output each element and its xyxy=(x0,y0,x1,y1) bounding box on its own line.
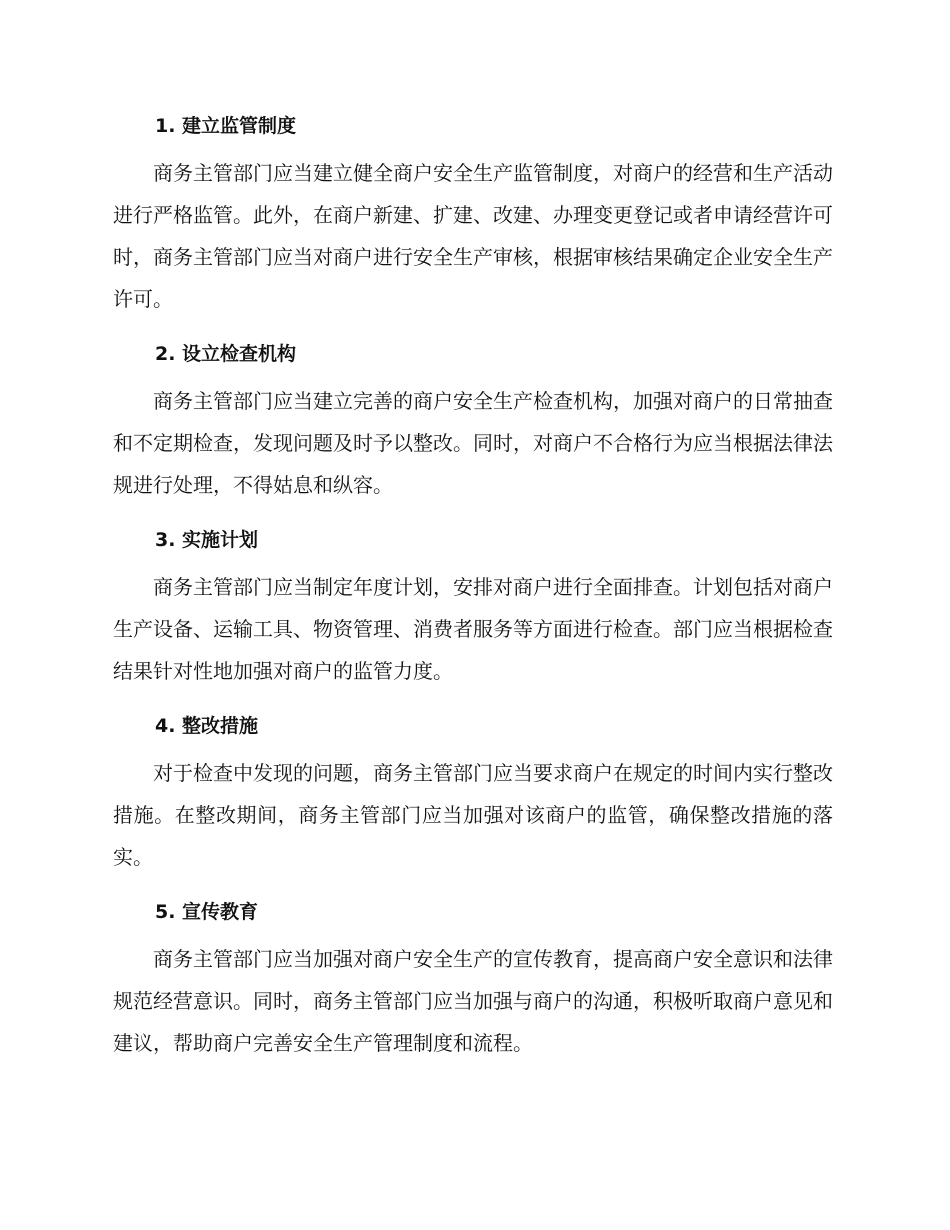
section-heading: 3. 实施计划 xyxy=(155,529,259,551)
section-supervision-system xyxy=(113,108,833,320)
section-rectification-measures xyxy=(113,708,833,878)
section-body: 商务主管部门应当建立完善的商户安全生产检查机构，加强对商户的日常抽查和不定期检查，发现问题及时予以整改。同时，对商户不合格行为应当根据法律法规进行处理，不得姑息和纵容。 xyxy=(113,389,833,497)
section-body: 商务主管部门应当加强对商户安全生产的宣传教育，提高商户安全意识和法律规范经营意识。同时，商务主管部门应当加强与商户的沟通，积极听取商户意见和建议，帮助商户完善安全生产管理制度和流程。 xyxy=(113,947,833,1055)
section-heading: 5. 宣传教育 xyxy=(155,901,259,923)
section-body: 商务主管部门应当制定年度计划，安排对商户进行全面排查。计划包括对商户生产设备、运输工具、物资管理、消费者服务等方面进行检查。部门应当根据检查结果针对性地加强对商户的监管力度。 xyxy=(113,575,833,683)
section-implementation-plan xyxy=(113,522,833,692)
section-heading: 2. 设立检查机构 xyxy=(155,343,297,365)
section-heading: 1. 建立监管制度 xyxy=(155,115,297,137)
section-inspection-agency xyxy=(113,336,833,506)
section-heading: 4. 整改措施 xyxy=(155,715,259,737)
section-body: 对于检查中发现的问题，商务主管部门应当要求商户在规定的时间内实行整改措施。在整改期间，商务主管部门应当加强对该商户的监管，确保整改措施的落实。 xyxy=(113,761,833,869)
section-publicity-education xyxy=(113,894,833,1064)
document-page xyxy=(113,108,833,1080)
section-body: 商务主管部门应当建立健全商户安全生产监管制度，对商户的经营和生产活动进行严格监管。此外，在商户新建、扩建、改建、办理变更登记或者申请经营许可时，商务主管部门应当对商户进行安全生产审核，根据审核结果确定企业安全生产许可。 xyxy=(113,161,833,311)
